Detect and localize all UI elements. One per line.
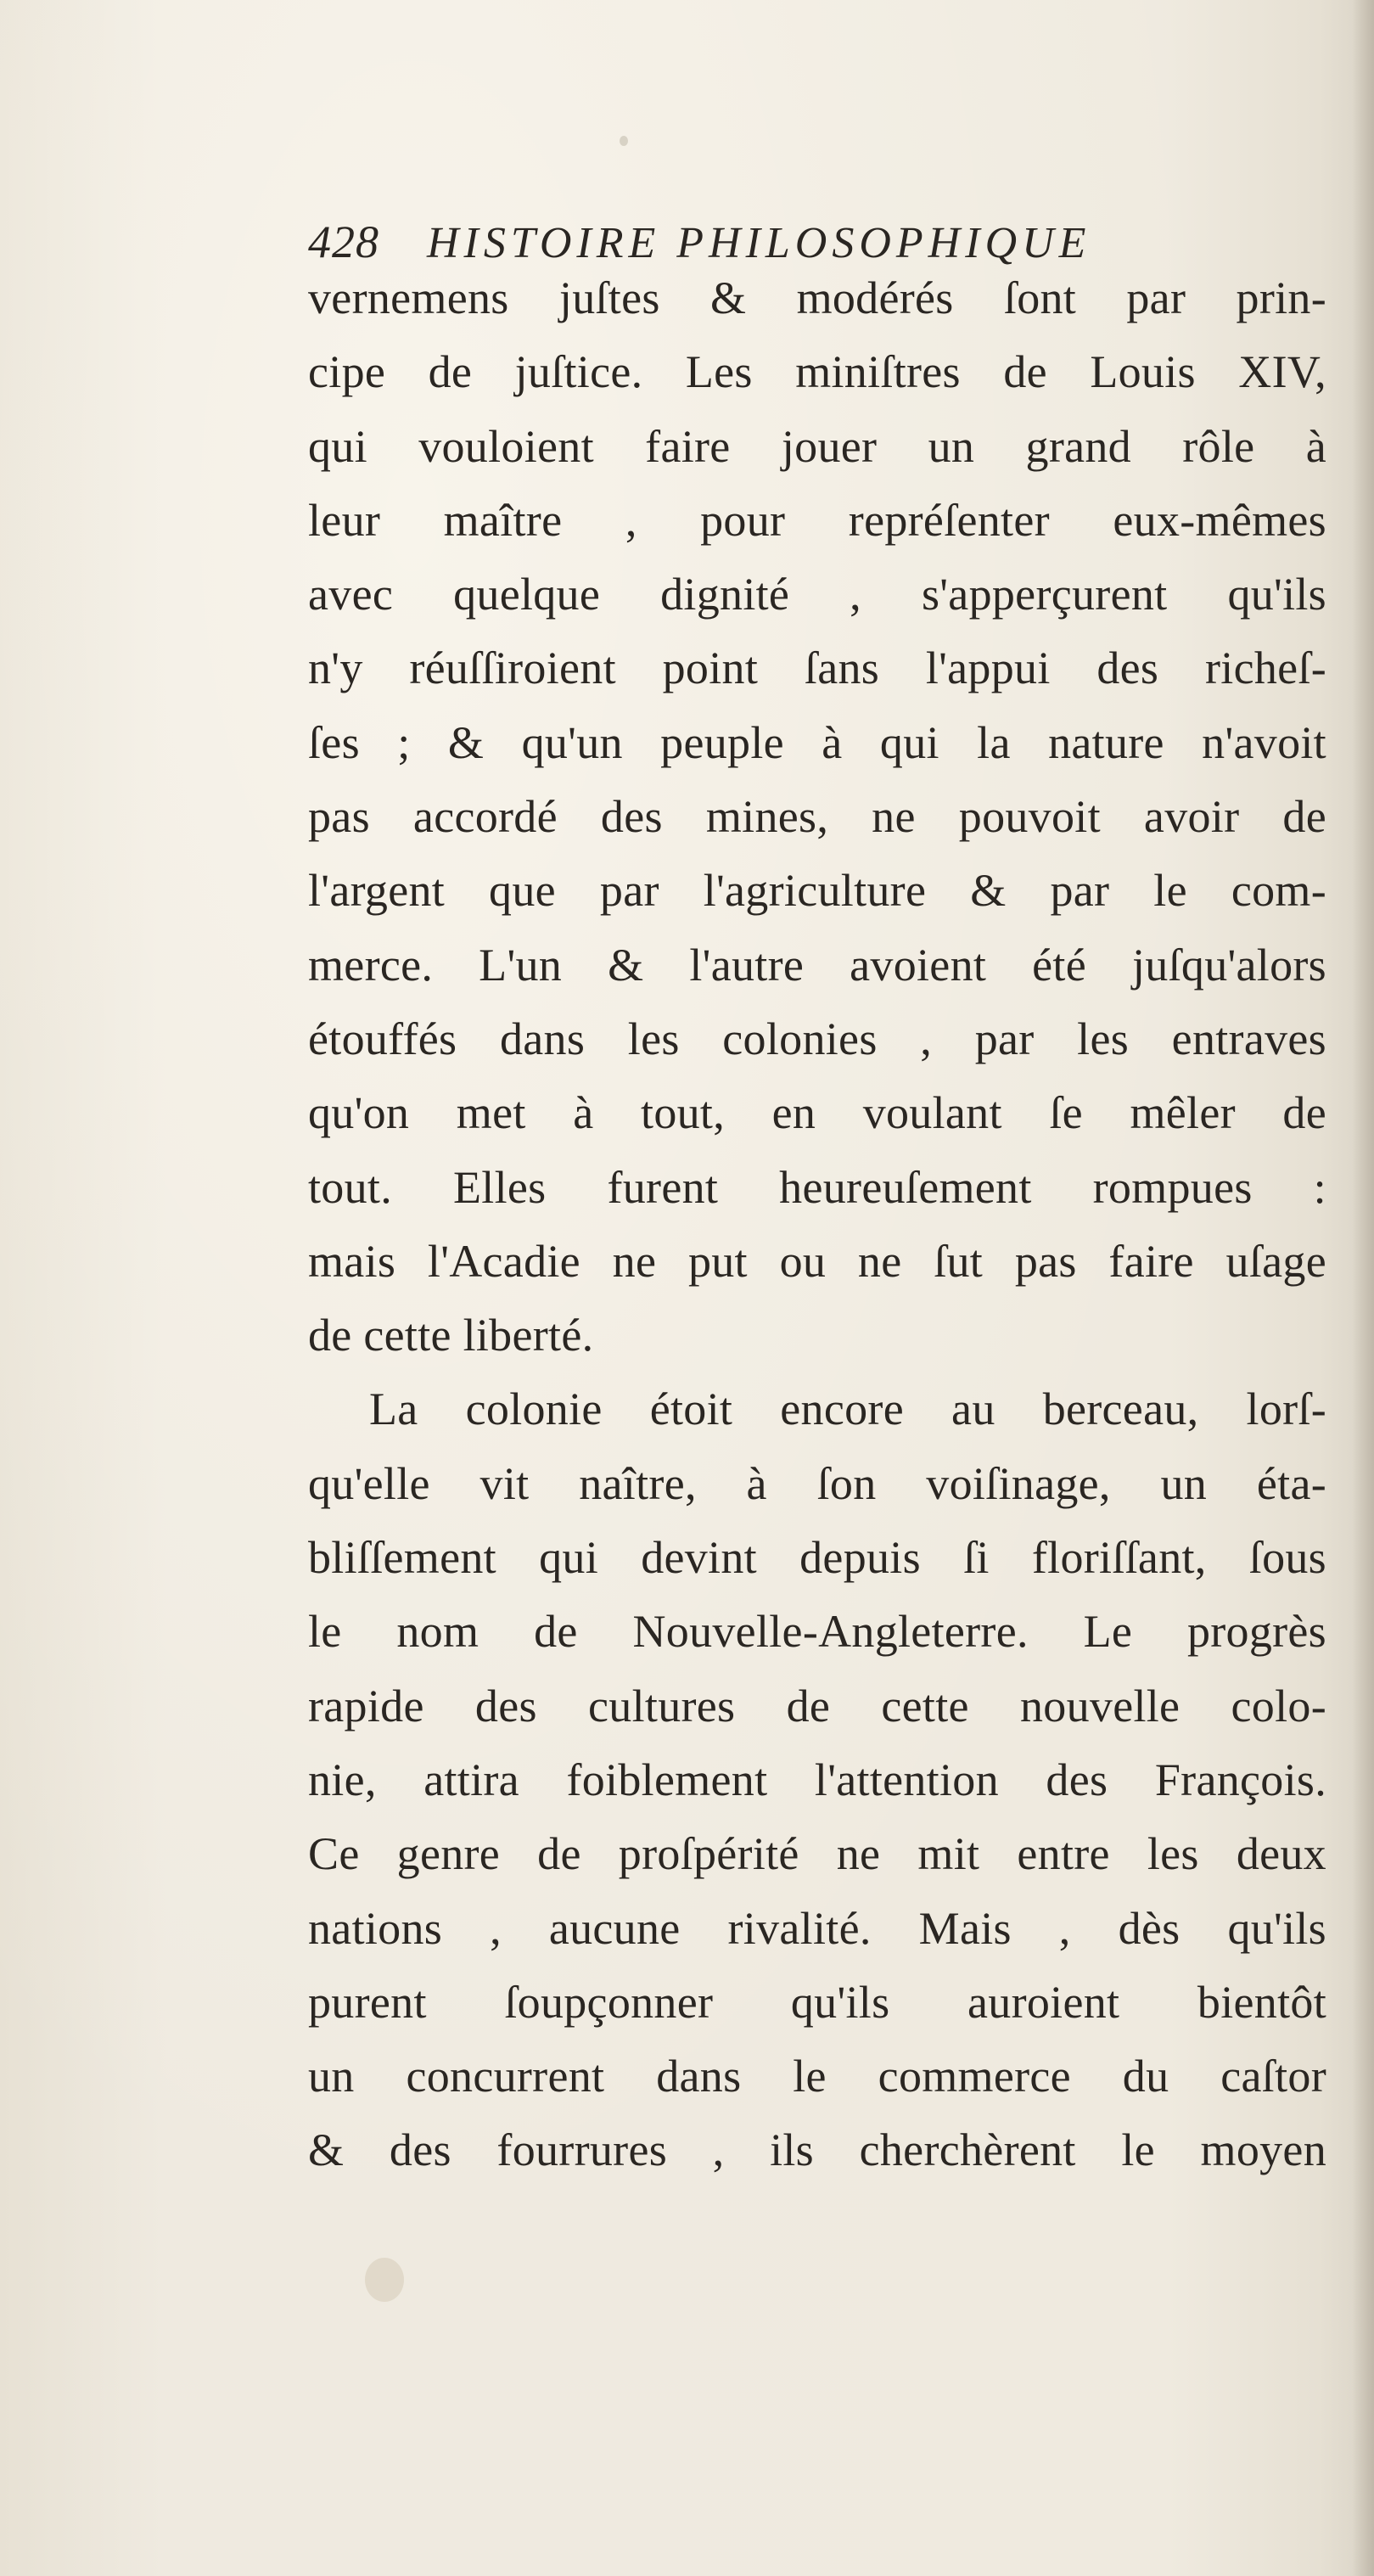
text-line: tout. Elles furent heureuſement rompues : (308, 1161, 1326, 1213)
text-line: nie, attira foiblement l'attention des François. (308, 1754, 1326, 1805)
text-line: qu'on met à tout, en voulant ſe mêler de (308, 1087, 1326, 1139)
text-line: qu'elle vit naître, à ſon voiſinage, un éta- (308, 1457, 1326, 1509)
text-line: n'y réuſſiroient point ſans l'appui des richeſ- (308, 643, 1326, 694)
text-line: qui vouloient faire jouer un grand rôle à (308, 420, 1326, 472)
text-line: leur maître , pour repréſenter eux-mêmes (308, 494, 1326, 546)
text-line: mais l'Acadie ne put ou ne ſut pas faire uſage (308, 1235, 1326, 1287)
paragraph-end-line: de cette liberté. (308, 1310, 594, 1361)
running-title: HISTOIRE PHILOSOPHIQUE (427, 219, 1091, 267)
text-line: merce. L'un & l'autre avoient été juſqu'alors (308, 939, 1326, 991)
page-number: 428 (308, 216, 379, 267)
text-line: rapide des cultures de cette nouvelle colo- (308, 1680, 1326, 1731)
text-line: purent ſoupçonner qu'ils auroient bientôt (308, 1976, 1326, 2028)
text-line: vernemens juſtes & modérés ſont par prin- (308, 272, 1326, 323)
text-line: bliſſement qui devint depuis ſi floriſſant, ſous (308, 1532, 1326, 1584)
body-text (308, 261, 1326, 2188)
text-line: cipe de juſtice. Les miniſtres de Louis XIV, (308, 346, 1326, 398)
text-line: Ce genre de proſpérité ne mit entre les deux (308, 1828, 1326, 1880)
text-line: & des fourrures , ils cherchèrent le moyen (308, 2124, 1326, 2176)
text-line: nations , aucune rivalité. Mais , dès qu'ils (308, 1902, 1326, 1954)
text-line: un concurrent dans le commerce du caſtor (308, 2051, 1326, 2102)
text-line: avec quelque dignité , s'apperçurent qu'ils (308, 569, 1326, 620)
page-edge-shadow (1352, 0, 1374, 2576)
text-line: pas accordé des mines, ne pouvoit avoir de (308, 791, 1326, 843)
paper-stain (365, 2258, 404, 2302)
paragraph-start-line: La colonie étoit encore au berceau, lorſ- (369, 1383, 1326, 1435)
text-line: ſes ; & qu'un peuple à qui la nature n'avoit (308, 716, 1326, 768)
paper-stain (620, 136, 628, 146)
text-line: le nom de Nouvelle-Angleterre. Le progrès (308, 1606, 1326, 1658)
text-line: étouffés dans les colonies , par les entraves (308, 1013, 1326, 1064)
text-line: l'argent que par l'agriculture & par le com- (308, 865, 1326, 917)
